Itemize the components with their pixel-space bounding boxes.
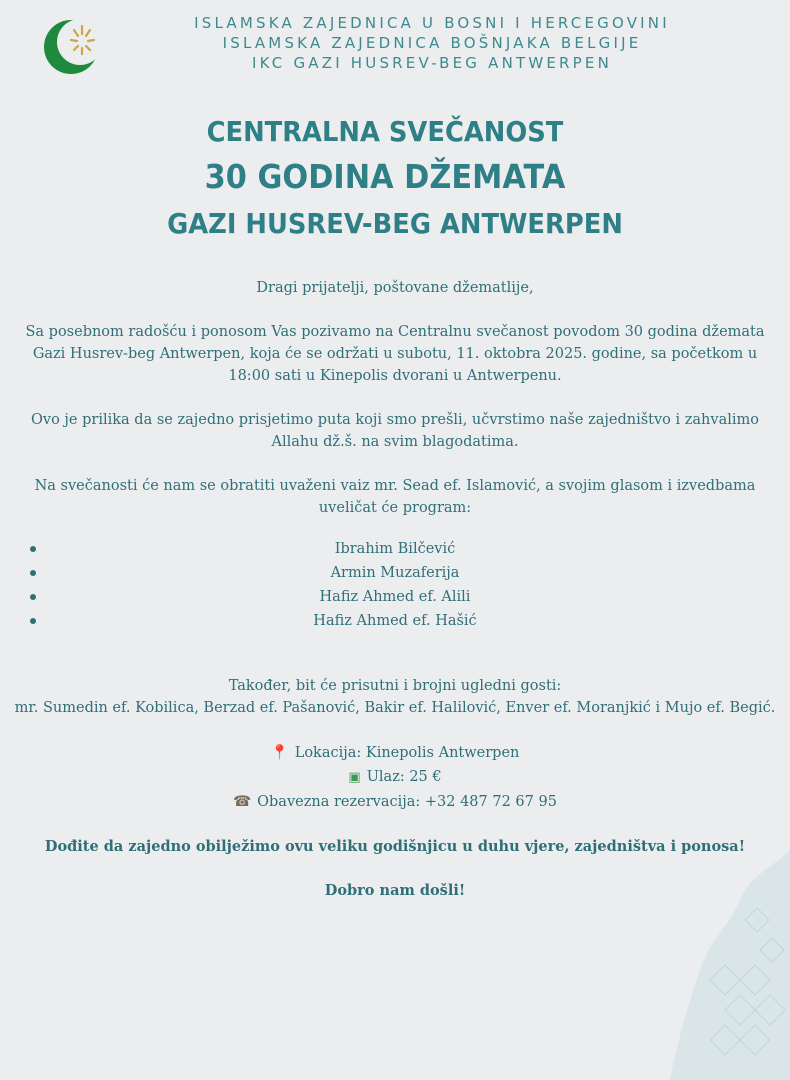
- location-line: [0, 741, 790, 765]
- reflection-paragraph: Ovo je prilika da se zajedno prisjetimo puta koji smo prešli, učvrstimo naše zajedništvo i zahvalimo Allahu dž.š. na svim blagodatima.: [31, 412, 759, 450]
- guests-list: mr. Sumedin ef. Kobilica, Berzad ef. Pašanović, Bakir ef. Halilović, Enver ef. Moranjkić i Mujo ef. Begić.: [14, 700, 776, 716]
- bullet-icon: [30, 618, 36, 624]
- entry-line: [0, 765, 790, 790]
- reservation-line: [0, 790, 790, 814]
- bullet-icon: [30, 546, 36, 552]
- event-title: [0, 112, 790, 246]
- performer-name: Hafiz Ahmed ef. Hašić: [313, 613, 477, 629]
- location-text: Lokacija: Kinepolis Antwerpen: [294, 745, 520, 761]
- reservation-text: Obavezna rezervacija: +32 487 72 67 95: [257, 794, 557, 810]
- title-line-3: GAZI HUSREV-BEG ANTWERPEN: [167, 207, 623, 240]
- list-item: [0, 585, 790, 609]
- closing-message: Dođite da zajedno obilježimo ovu veliku godišnjicu u duhu vjere, zajedništva i ponosa!: [44, 838, 746, 855]
- greeting: Dragi prijatelji, poštovane džematlije,: [256, 280, 534, 296]
- list-item: [0, 561, 790, 585]
- decorative-ornament: [670, 850, 790, 1080]
- organization-names: [112, 13, 752, 73]
- title-line-2: 30 GODINA DŽEMATA: [204, 157, 566, 196]
- islamic-community-logo: [38, 14, 104, 80]
- entry-text: Ulaz: 25 €: [366, 769, 442, 785]
- program-paragraph: Na svečanosti će nam se obratiti uvaženi vaiz mr. Sead ef. Islamović, a svojim glasom i izvedbama uveličat će program:: [34, 478, 756, 516]
- performer-name: Armin Muzaferija: [330, 565, 460, 581]
- bullet-icon: [30, 570, 36, 576]
- performer-name: Hafiz Ahmed ef. Alili: [319, 589, 471, 605]
- banknote-icon: ▣: [348, 770, 361, 785]
- org-line: IKC GAZI HUSREV-BEG ANTWERPEN: [251, 54, 613, 72]
- phone-icon: ☎: [233, 794, 252, 810]
- org-line: ISLAMSKA ZAJEDNICA BOŠNJAKA BELGIJE: [222, 34, 642, 52]
- performers-list: [0, 537, 790, 633]
- title-line-1: CENTRALNA SVEČANOST: [206, 115, 564, 148]
- header: [0, 0, 790, 90]
- location-pin-icon: 📍: [270, 745, 289, 761]
- invitation-paragraph: Sa posebnom radošću i ponosom Vas pozivamo na Centralnu svečanost povodom 30 godina džemata Gazi Husrev-beg Antwerpen, koja će se održati u subotu, 11. oktobra 2025. godine, sa početkom u 18:00 sati u Kinepolis dvorani u Antwerpenu.: [25, 324, 765, 384]
- guests-heading: Također, bit će prisutni i brojni ugledni gosti:: [228, 678, 562, 694]
- list-item: [0, 609, 790, 633]
- welcome-message: Dobro nam došli!: [324, 882, 466, 899]
- bullet-icon: [30, 594, 36, 600]
- invitation-body: [0, 277, 790, 902]
- list-item: [0, 537, 790, 561]
- performer-name: Ibrahim Bilčević: [334, 541, 456, 557]
- org-line: ISLAMSKA ZAJEDNICA U BOSNI I HERCEGOVINI: [194, 14, 670, 32]
